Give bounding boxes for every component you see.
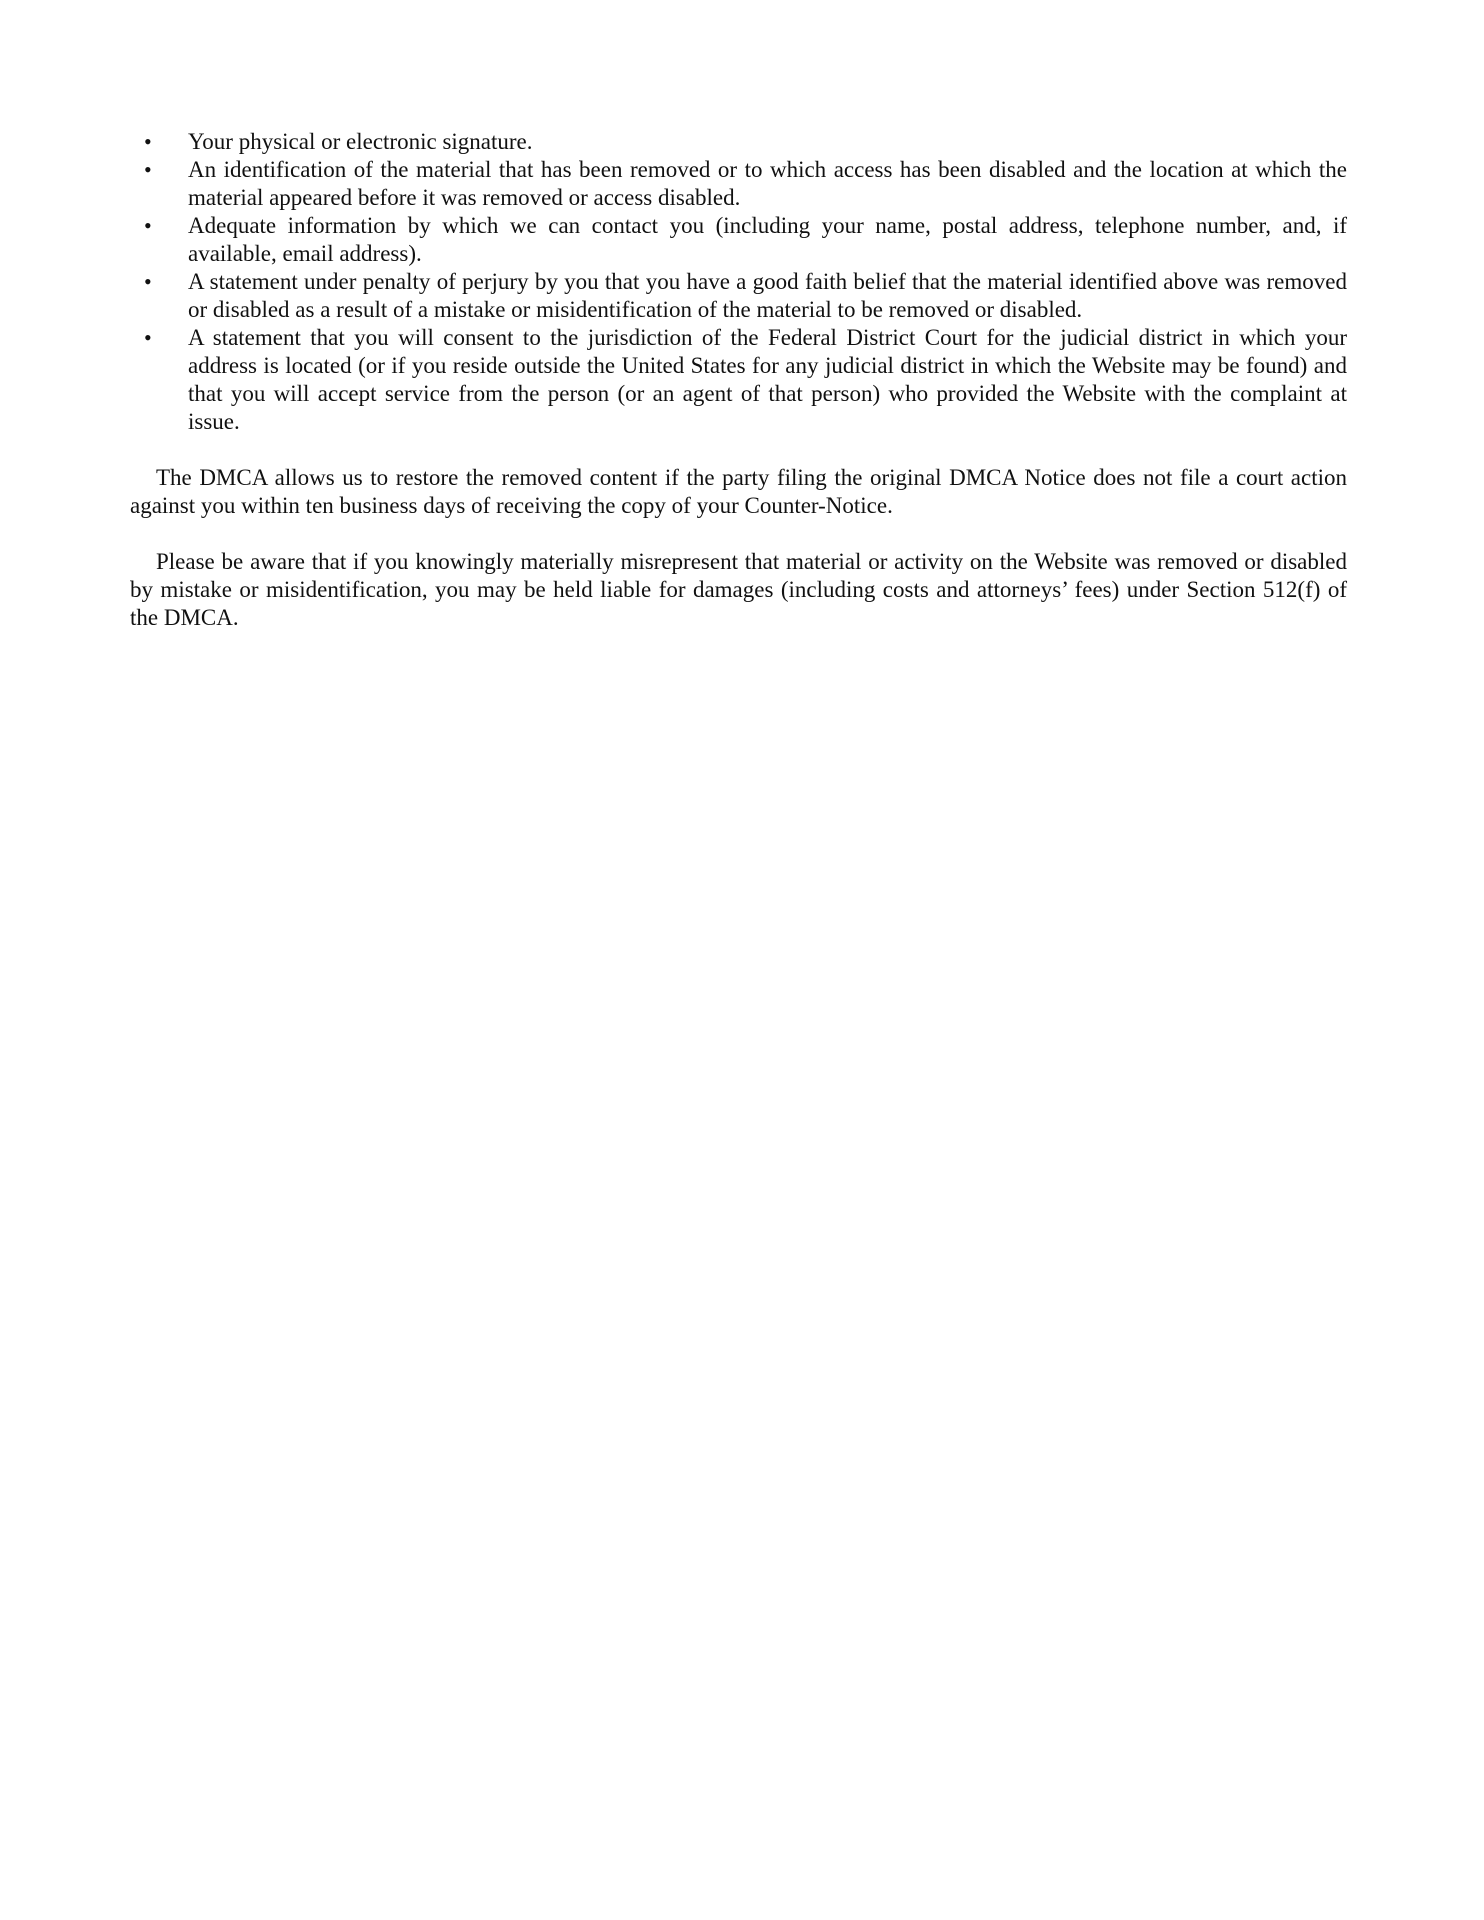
bullet-icon: • (144, 129, 152, 154)
bullet-icon: • (144, 269, 152, 294)
liability-warning-paragraph: Please be aware that if you knowingly materially misrepresent that material or activity on the Website was removed or disabled by mistake or misidentification, you may be held liable for damages (including costs and attorneys’ fees) under Section 512(f) of the DMCA. (130, 549, 1347, 630)
restore-content-paragraph: The DMCA allows us to restore the removed content if the party filing the original DMCA Notice does not file a court action against you within ten business days of receiving the copy of your Counter-Notice. (130, 465, 1347, 518)
list-item (130, 268, 1347, 324)
document-body (130, 128, 1347, 632)
bullet-icon: • (144, 157, 152, 182)
list-item-text: Adequate information by which we can contact you (including your name, postal address, telephone number, and, if available, email address). (188, 213, 1347, 266)
list-item-text: A statement that you will consent to the jurisdiction of the Federal District Court for the judicial district in which your address is located (or if you reside outside the United States for any judicial district in which the Website may be found) and that you will accept service from the person (or an agent of that person) who provided the Website with the complaint at issue. (188, 325, 1347, 434)
list-item-text: Your physical or electronic signature. (188, 129, 533, 154)
bullet-icon: • (144, 325, 152, 350)
list-item-text: A statement under penalty of perjury by you that you have a good faith belief that the material identified above was removed or disabled as a result of a mistake or misidentification of the material to be removed or disabled. (188, 269, 1347, 322)
list-item-text: An identification of the material that has been removed or to which access has been disabled and the location at which the material appeared before it was removed or access disabled. (188, 157, 1347, 210)
list-item (130, 212, 1347, 268)
counter-notice-requirements-list (130, 128, 1347, 436)
list-item (130, 324, 1347, 436)
bullet-icon: • (144, 213, 152, 238)
list-item (130, 128, 1347, 156)
list-item (130, 156, 1347, 212)
